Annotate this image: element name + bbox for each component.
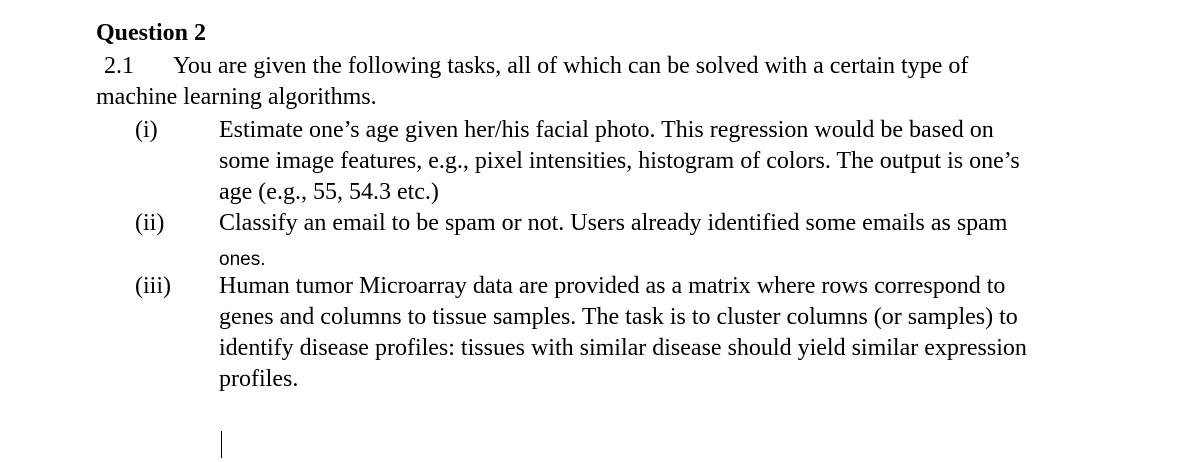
item-iii-line-2: genes and columns to tissue samples. The task is to cluster columns (or samples) to [219, 304, 1018, 330]
item-i-line-3: age (e.g., 55, 54.3 etc.) [219, 179, 439, 205]
item-body-ii [219, 208, 1159, 272]
text-cursor[interactable] [221, 431, 222, 458]
item-body-i [219, 115, 1159, 208]
item-label-i: (i) [135, 117, 158, 143]
question-intro-line-1: You are given the following tasks, all of which can be solved with a certain type of [173, 53, 969, 79]
item-body-iii [219, 271, 1159, 395]
item-label-ii: (ii) [135, 210, 165, 236]
item-iii-line-4: profiles. [219, 366, 299, 392]
item-ii-line-2: ones. [219, 249, 266, 270]
question-heading: Question 2 [96, 20, 207, 46]
question-number: 2.1 [104, 53, 134, 79]
item-iii-line-1: Human tumor Microarray data are provided as a matrix where rows correspond to [219, 273, 1006, 299]
item-i-line-2: some image features, e.g., pixel intensities, histogram of colors. The output is one’s [219, 148, 1020, 174]
item-ii-line-1: Classify an email to be spam or not. Users already identified some emails as spam [219, 210, 1008, 236]
item-label-iii: (iii) [135, 273, 171, 299]
item-iii-line-3: identify disease profiles: tissues with similar disease should yield similar expression [219, 335, 1027, 361]
item-i-line-1: Estimate one’s age given her/his facial photo. This regression would be based on [219, 117, 994, 143]
question-intro-line-2: machine learning algorithms. [96, 84, 377, 110]
